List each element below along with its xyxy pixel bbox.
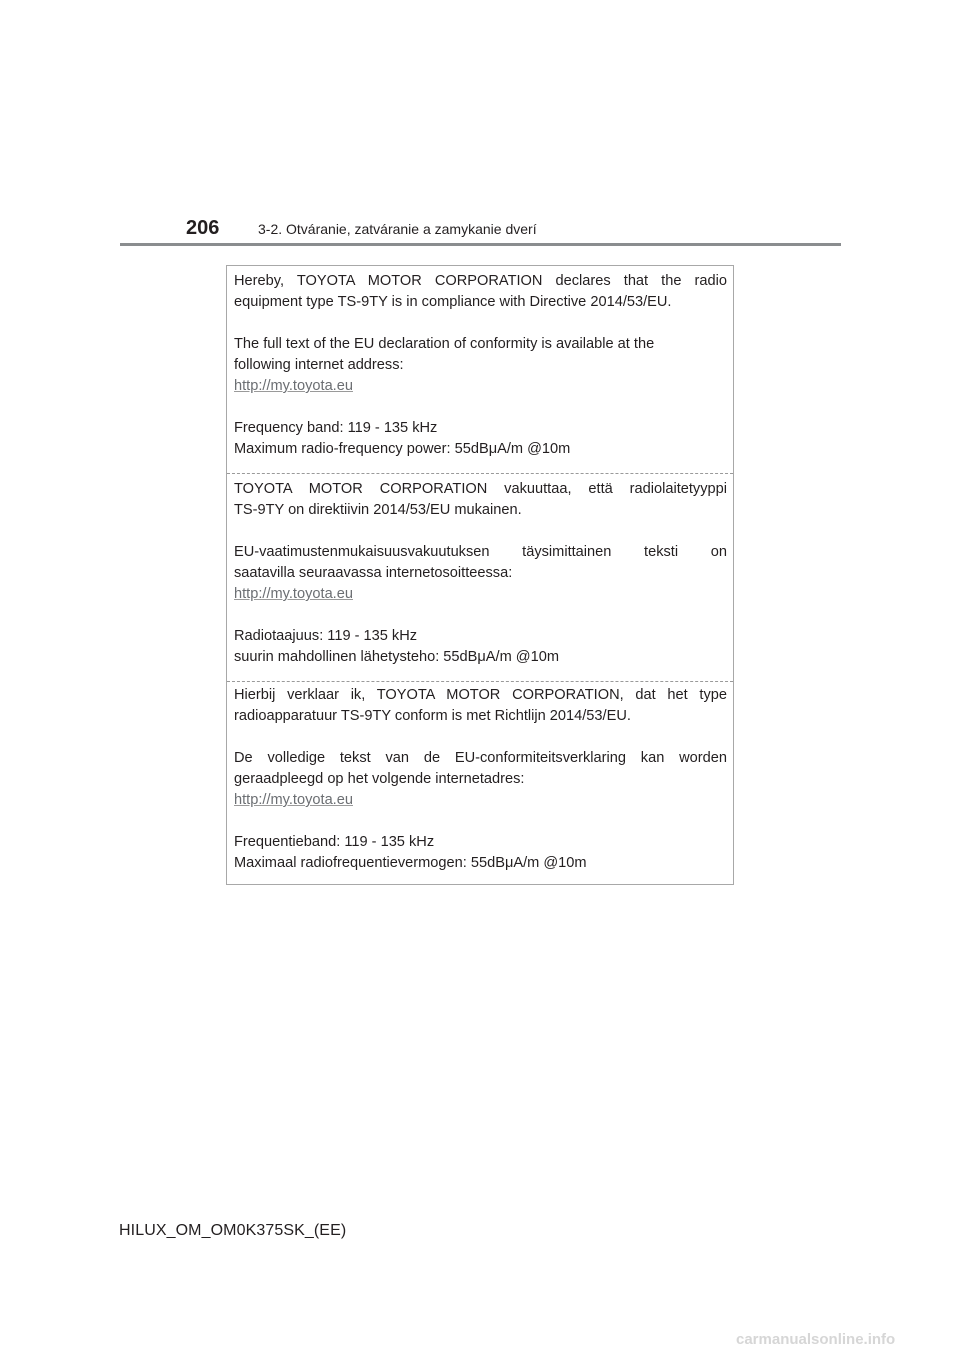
page-number: 206 [186, 217, 220, 239]
text-info-line: De volledige tekst van de EU-conformiteitsverklaring kan worden [234, 750, 727, 766]
declaration-frame [226, 265, 734, 885]
page-header [186, 216, 840, 246]
document-code: HILUX_OM_OM0K375SK_(EE) [119, 1222, 347, 1239]
declaration-link[interactable]: http://my.toyota.eu [234, 586, 353, 602]
statement-line: radioapparatuur TS-9TY conform is met Richtlijn 2014/53/EU. [234, 708, 631, 724]
section-title: 3-2. Otváranie, zatváranie a zamykanie dverí [258, 221, 537, 237]
text-info-line: EU-vaatimustenmukaisuusvakuutuksen täysimittainen teksti on [234, 544, 727, 560]
text-info-line: following internet address: [234, 357, 404, 373]
text-info-line: The full text of the EU declaration of conformity is available at the [234, 336, 655, 352]
declaration-text-info [234, 542, 727, 605]
statement-line: Hierbij verklaar ik, TOYOTA MOTOR CORPORATION, dat het type [234, 687, 727, 703]
statement-line: TOYOTA MOTOR CORPORATION vakuuttaa, että radiolaitetyyppi [234, 481, 727, 497]
spec-line: Frequentieband: 119 - 135 kHz [234, 834, 435, 850]
declaration-link[interactable]: http://my.toyota.eu [234, 378, 353, 394]
declaration-link[interactable]: http://my.toyota.eu [234, 792, 353, 808]
spec-line: Maximum radio-frequency power: 55dBμA/m @10m [234, 441, 571, 457]
statement-line: Hereby, TOYOTA MOTOR CORPORATION declares that the radio [234, 273, 727, 289]
declaration-block-finnish [227, 473, 733, 681]
spec-line: Radiotaajuus: 119 - 135 kHz [234, 628, 418, 644]
spec-line: Frequency band: 119 - 135 kHz [234, 420, 438, 436]
watermark: carmanualsonline.info [736, 1331, 896, 1348]
spec-line: Maximaal radiofrequentievermogen: 55dBμA/m @10m [234, 855, 587, 871]
statement-line: TS-9TY on direktiivin 2014/53/EU mukainen. [234, 502, 522, 518]
spec-line: suurin mahdollinen lähetysteho: 55dBμA/m @10m [234, 649, 560, 665]
text-info-line: geraadpleegd op het volgende internetadres: [234, 771, 525, 787]
statement-line: equipment type TS-9TY is in compliance with Directive 2014/53/EU. [234, 294, 672, 310]
header-rule [120, 243, 841, 246]
declaration-block-dutch [227, 681, 733, 885]
declaration-text-info [234, 748, 727, 811]
declaration-specs [234, 832, 727, 874]
declaration-text-info [234, 334, 727, 397]
declaration-specs [234, 418, 727, 460]
declaration-block-english [227, 266, 733, 473]
declaration-statement [234, 479, 727, 521]
declaration-specs [234, 626, 727, 668]
declaration-statement [234, 271, 727, 313]
text-info-line: saatavilla seuraavassa internetosoitteessa: [234, 565, 513, 581]
declaration-statement [234, 685, 727, 727]
